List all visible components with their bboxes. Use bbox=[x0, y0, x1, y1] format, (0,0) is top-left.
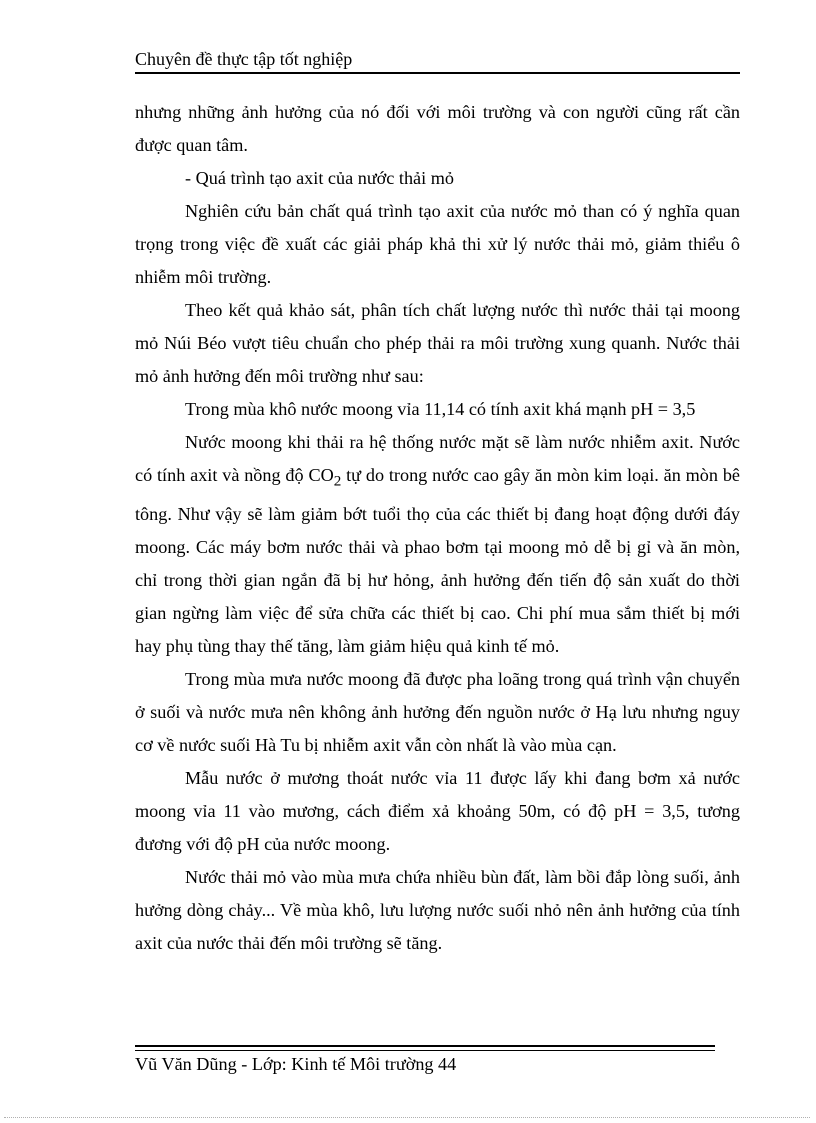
footer-rule-thin bbox=[135, 1050, 715, 1051]
page-header bbox=[135, 46, 740, 74]
paragraph-3: Nghiên cứu bản chất quá trình tạo axit của nước mỏ than có ý nghĩa quan trọng trong việc đề xuất các giải pháp khả thi xử lý nước thải mỏ, giảm thiểu ô nhiễm môi trường. bbox=[135, 201, 740, 287]
footer-author: Vũ Văn Dũng - Lớp: Kinh tế Môi trường 44 bbox=[135, 1054, 457, 1074]
co2-subscript: 2 bbox=[333, 472, 342, 490]
paragraph-4: Theo kết quả khảo sát, phân tích chất lượng nước thì nước thải tại moong mỏ Núi Béo vượt tiêu chuẩn cho phép thải ra môi trường xung quanh. Nước thải mỏ ảnh hưởng đến môi trường như sau: bbox=[135, 300, 740, 386]
paragraph-6 bbox=[135, 426, 740, 663]
header-title: Chuyên đề thực tập tốt nghiệp bbox=[135, 49, 353, 69]
paragraph-1: nhưng những ảnh hưởng của nó đối với môi trường và con người cũng rất cần được quan tâm. bbox=[135, 102, 740, 155]
paragraph-2: - Quá trình tạo axit của nước thải mỏ bbox=[185, 168, 454, 188]
page-bottom-edge bbox=[4, 1117, 810, 1118]
footer-rule-thick bbox=[135, 1045, 715, 1047]
paragraph-5: Trong mùa khô nước moong vỉa 11,14 có tính axit khá mạnh pH = 3,5 bbox=[185, 399, 696, 419]
paragraph-7: Trong mùa mưa nước moong đã được pha loãng trong quá trình vận chuyển ở suối và nước mưa nên không ảnh hưởng đến nguồn nước ở Hạ lưu nhưng nguy cơ về nước suối Hà Tu bị nhiễm axit vẫn còn nhất là vào mùa cạn. bbox=[135, 668, 740, 755]
paragraph-9: Nước thải mỏ vào mùa mưa chứa nhiều bùn đất, làm bồi đắp lòng suối, ảnh hưởng dòng chảy... Về mùa khô, lưu lượng nước suối nhỏ nên ảnh hưởng của tính axit của nước thải đến môi trường sẽ tăng. bbox=[135, 866, 740, 953]
document-body bbox=[135, 96, 740, 960]
paragraph-6-after: tự do trong nước cao gây ăn mòn kim loại. ăn mòn bê tông. Như vậy sẽ làm giảm bớt tuổi thọ của các thiết bị đang hoạt động dưới đáy moong. Các máy bơm nước thải và phao bơm tại moong mỏ dễ bị gỉ và ăn mòn, chỉ trong thời gian ngắn đã bị hư hỏng, ảnh hưởng đến tiến độ sản xuất do thời gian ngừng làm việc để sửa chữa các thiết bị cao. Chi phí mua sắm thiết bị mới hay phụ tùng thay thế tăng, làm giảm hiệu quả kinh tế mỏ. bbox=[135, 465, 740, 656]
paragraph-8: Mẫu nước ở mương thoát nước vỉa 11 được lấy khi đang bơm xả nước moong vỉa 11 vào mương, cách điểm xả khoảng 50m, có độ pH = 3,5, tương đương với độ pH của nước moong. bbox=[135, 767, 740, 854]
paragraph-6-before: Nước moong khi thải ra hệ thống nước mặt sẽ làm nước nhiễm axit. Nước có tính axit và nồng độ CO bbox=[135, 432, 740, 485]
